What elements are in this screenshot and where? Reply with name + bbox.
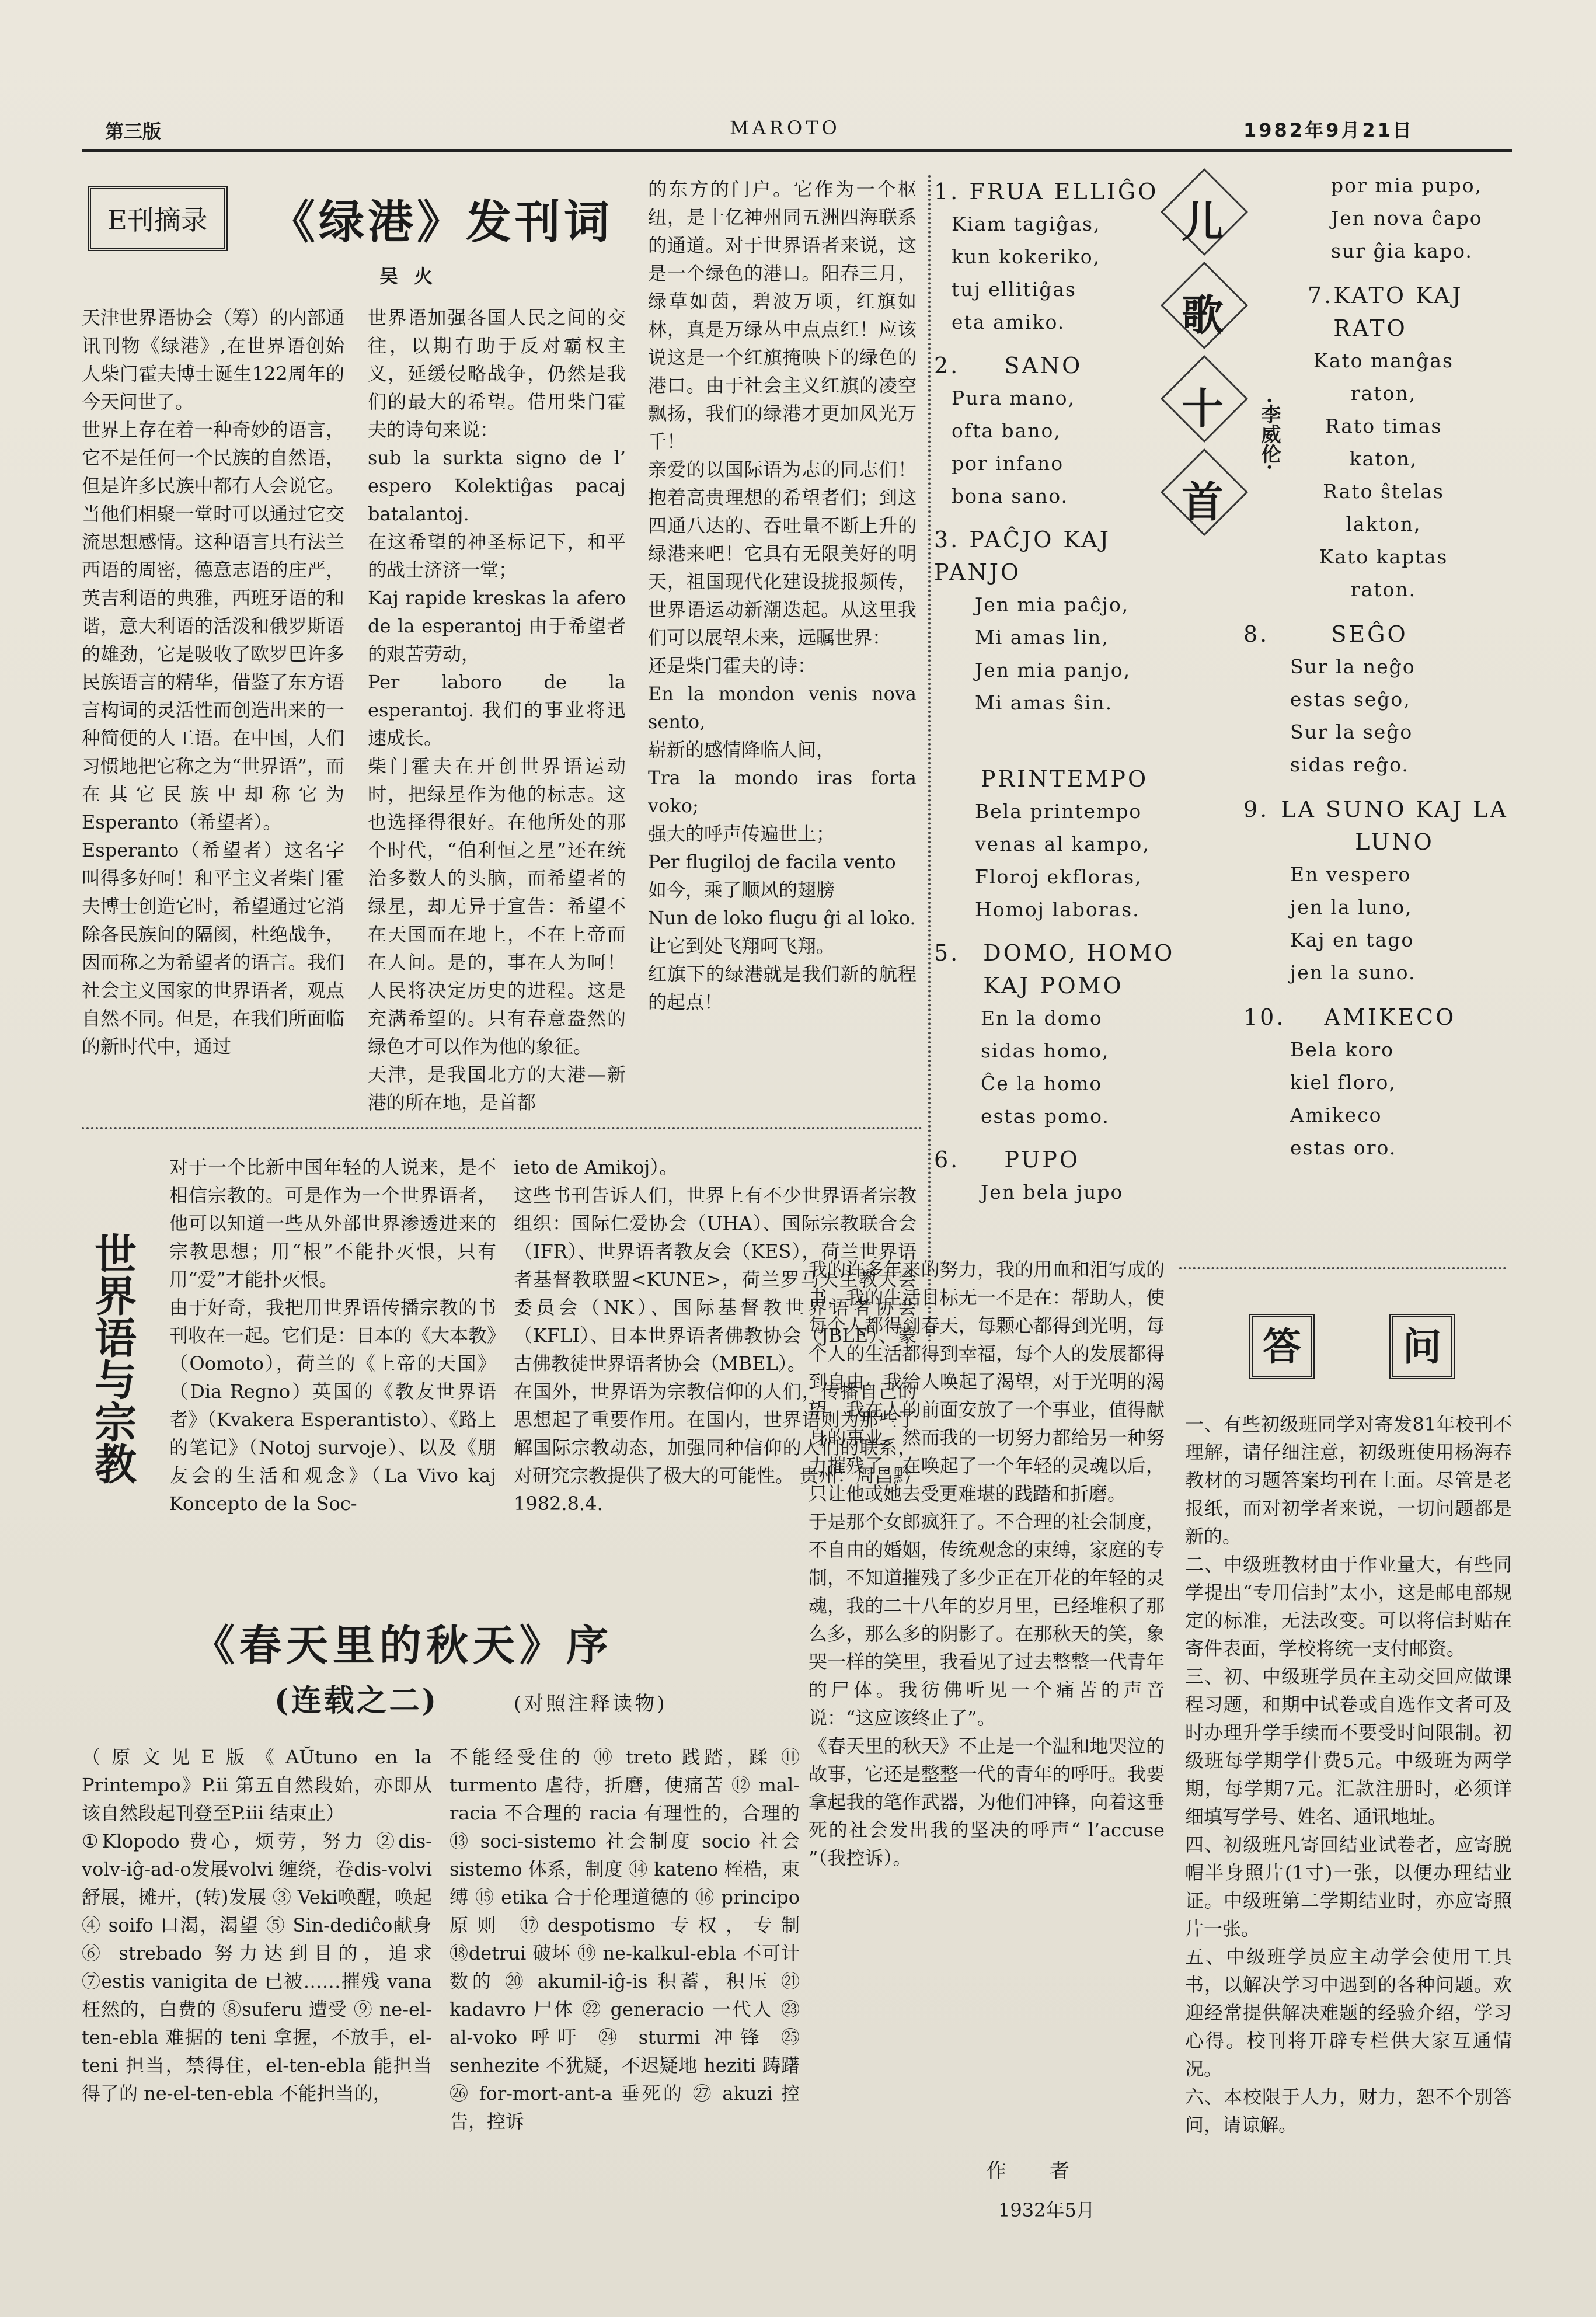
qa-title bbox=[1249, 1314, 1494, 1384]
poems-title-char-1-text: 儿 bbox=[1181, 197, 1224, 246]
article3-note: (对照注释读物) bbox=[514, 1692, 667, 1716]
poem-body: por mia pupo, Jen nova ĉapo sur ĝia kapo. bbox=[1331, 174, 1483, 262]
newspaper-name: MAROTO bbox=[730, 117, 841, 139]
vertical-rule-left bbox=[928, 175, 931, 1343]
poem-1 bbox=[934, 175, 1179, 339]
qa-title-char-1: 答 bbox=[1249, 1314, 1315, 1379]
digest-label-box bbox=[88, 186, 228, 251]
article3-sign-label: 作 者 bbox=[987, 2159, 1081, 2183]
article1-author: 吴 火 bbox=[379, 265, 438, 287]
poem-title: 1. FRUA ELLIĜO bbox=[934, 179, 1159, 204]
page-number: 第三版 bbox=[105, 120, 162, 142]
article1-col1: 天津世界语协会（筹）的内部通讯刊物《绿港》,在世界语创始人柴门霍夫博士诞生122周年的今天问世了。 世界上存在着一种奇妙的语言，它不是任何一个民族的自然语，但是许多民族中都有人会说它。当他们相聚一堂时可以通过它交流思想感情。这种语言具有法兰西语的周密，德意志语的庄严，英吉利语的典雅，西班牙语的和谐，意大利语的活泼和俄罗斯语的雄劲，它是吸收了欧罗巴许多民族语言的精华，借鉴了东方语言构词的灵活性而创造出来的一种简便的人工语。在中国，人们习惯地把它称之为“世界语”，而在其它民族中却称它为Esperanto（希望者）。 Esperanto（希望者）这名字叫得多好呵！和平主义者柴门霍夫博士创造它时，希望通过它消除各民族间的隔阂，杜绝战争，因而称之为希望者的语言。我们社会主义国家的世界语者，观点自然不同。但是，在我们所面临的新时代中，通过 bbox=[82, 307, 344, 1057]
poem-body: Sur la neĝo estas seĝo, Sur la seĝo sidas reĝo. bbox=[1290, 655, 1416, 776]
article3-col1: （原文见E版《AŬtuno en la Printempo》P.ii 第五自然段始，亦即从该自然段起刊登至P.iii 结束止） ①Klopodo 费心，烦劳，努力 ②dis-volv-iĝ-ad-o发展volvi 缠绕，卷dis-volvi 舒展，摊开，(转)发展 ③ Veki唤醒，唤起 ④ soifo 口渴，渴望 ⑤ Sin-dediĉo献身 ⑥ strebado 努力达到目的，追求 ⑦estis vanigita de 已被……摧残 vana枉然的，白费的 ⑧suferu 遭受 ⑨ ne-el-ten-ebla 难据的 teni 拿握，不放手，el-teni 担当，禁得住，el-ten-ebla 能担当得了的 ne-el-ten-ebla 不能担当的， bbox=[82, 1746, 432, 2104]
article2-title-text: 世界语与宗教 bbox=[88, 1232, 137, 1484]
poems-title-char-4-text: 首 bbox=[1181, 477, 1224, 527]
poems-title bbox=[1162, 175, 1243, 537]
qa-text: 一、有些初级班同学对寄发81年校刊不理解，请仔细注意，初级班使用杨海春教材的习题答案均刊在上面。尽管是老报纸，而对初学者来说，一切问题都是新的。 二、中级班教材由于作业量大，有些同学提出“专用信封”太小，这是邮电部规定的标准，无法改变。可以将信封贴在寄件表面，学校将统一支付邮资。 三、初、中级班学员在主动交回应做课程习题，和期中试卷或自选作文者可及时办理升学手续而不要受时间限制。初级班每学期学什费5元。中级班为两学期，每学期7元。汇款注册时，必须详细填写学号、姓名、通讯地址。 四、初级班凡寄回结业试卷者，应寄脱帽半身照片(1寸)一张，以便办理结业证。中级班第二学期结业时，亦应寄照片一张。 五、中级班学员应主动学会使用工具书，以解决学习中遇到的各种问题。欢迎经常提供解决难题的经验介绍，学习心得。校刊将开辟专栏供大家互通情况。 六、本校限于人力，财力，恕不个别答问，请谅解。 bbox=[1185, 1413, 1512, 2136]
poem-title: 9. LA SUNO KAJ LA LUNO bbox=[1243, 796, 1508, 855]
poems-title-char-2-text: 歌 bbox=[1181, 290, 1224, 340]
qa-title-char-2: 问 bbox=[1389, 1314, 1455, 1379]
poem-6 bbox=[934, 1143, 1179, 1209]
poem-title: 2. SANO bbox=[934, 353, 1083, 378]
poem-6-cont bbox=[1243, 169, 1524, 267]
separator-qa bbox=[1179, 1267, 1506, 1269]
poem-title: 8. SEĜO bbox=[1243, 621, 1408, 647]
poem-9 bbox=[1243, 793, 1524, 989]
poem-body: Kiam tagiĝas, kun kokeriko, tuj ellitiĝas eta amiko. bbox=[952, 213, 1101, 333]
poem-5 bbox=[934, 937, 1179, 1133]
poem-8 bbox=[1243, 618, 1524, 781]
poem-body: Jen bela jupo bbox=[981, 1181, 1124, 1203]
poem-title: 5. DOMO, HOMO KAJ POMO bbox=[934, 940, 1175, 999]
article1-title: 《绿港》发刊词 bbox=[270, 196, 614, 249]
poem-3 bbox=[934, 523, 1179, 719]
poem-title: 7. KATO KAJ RATO bbox=[1308, 283, 1463, 341]
poem-title: 6. PUPO bbox=[934, 1147, 1081, 1173]
poem-title: PRINTEMPO bbox=[981, 766, 1149, 792]
digest-label: E刊摘录 bbox=[107, 204, 208, 236]
poem-title: 3. PAĈJO KAJ PANJO bbox=[934, 527, 1111, 585]
poem-body: En la domo sidas homo, Ĉe la homo estas pomo. bbox=[981, 1007, 1110, 1128]
poem-10 bbox=[1243, 1001, 1524, 1164]
article1-col2: 世界语加强各国人民之间的交往，以期有助于反对霸权主义，延缓侵略战争，仍然是我们的最大的希望。借用柴门霍夫的诗句来说： sub la surkta signo de l’ espero Kolektiĝas pacaj batalantoj. 在这希望的神圣标记下，和平的战士济济一堂； Kaj rapide kreskas la afero de la esperantoj 由于希望者的艰苦劳动， Per laboro de la esperantoj. 我们的事业将迅速成长。 柴门霍夫在开创世界语运动时，把绿星作为他的标志。这也选择得很好。在他所处的那个时代，“伯利恒之星”还在统治多数人的头脑，而希望者的绿星，却无异于宣告：希望不在天国而在地上，不在上帝而在人间。是的，事在人为呵！人民将决定历史的进程。这是充满希望的。只有春意盎然的绿色才可以作为他的象征。 天津，是我国北方的大港—新港的所在地，是首都 bbox=[368, 307, 626, 1114]
article3-title: 《春天里的秋天》序 bbox=[193, 1620, 614, 1670]
header-rule bbox=[82, 149, 1512, 152]
separator-1 bbox=[82, 1127, 922, 1129]
poem-body: Bela printempo venas al kampo, Floroj ekfloras, Homoj laboras. bbox=[975, 800, 1150, 921]
poem-4 bbox=[934, 730, 1179, 926]
poem-body: Bela koro kiel floro, Amikeco estas oro. bbox=[1290, 1038, 1397, 1159]
article3-col2: 不能经受住的 ⑩ treto 践踏，蹂 ⑪ turmento 虐待，折磨，使痛苦 ⑫ mal-racia 不合理的 racia 有理性的，合理的 ⑬ soci-sistemo 社会制度 socio 社会 sistemo 体系，制度 ⑭ kateno 桎梏，束缚 ⑮ etika 合于伦理道德的 ⑯ principo 原则 ⑰despotismo 专权，专制 ⑱detrui 破坏 ⑲ ne-kalkul-ebla 不可计数的 ⑳ akumil-iĝ-is 积蓄，积压 ㉑ kadavro 尸体 ㉒ generacio 一代人 ㉓ al-voko 呼吁 ㉔ sturmi 冲锋 ㉕ senhezite 不犹疑，不迟疑地 heziti 踌躇 ㉖ for-mort-ant-a 垂死的 ㉗ akuzi 控告，控诉 bbox=[449, 1746, 800, 2132]
poem-col-1 bbox=[934, 175, 1179, 1261]
article2-col1: 对于一个比新中国年轻的人说来，是不相信宗教的。可是作为一个世界语者，他可以知道一些从外部世界渗透进来的宗教思想；用“根”不能扑灭恨，只有用“爱”才能扑灭恨。 由于好奇，我把用世界语传播宗教的书刊收在一起。它们是：日本的《大本教》（Oomoto），荷兰的《上帝的天国》（Dia Regno）英国的《教友世界语者》（Kvakera Esperantisto）、《路上的笔记》（Notoj survoje）、以及《朋友会的生活和观念》（La Vivo kaj Koncepto de la Soc- bbox=[169, 1156, 496, 1515]
issue-date: 1982年9月21日 bbox=[1243, 119, 1414, 141]
poem-body: En vespero jen la luno, Kaj en tago jen la suno. bbox=[1290, 863, 1416, 984]
poem-7 bbox=[1243, 279, 1524, 606]
poem-body: Jen mia paĉjo, Mi amas lin, Jen mia panjo, Mi amas ŝin. bbox=[975, 593, 1131, 714]
article3-subtitle: (连载之二) bbox=[274, 1683, 439, 1718]
article2-col2: ieto de Amikoj）。 这些书刊告诉人们，世界上有不少世界语者宗教组织：国际仁爱协会（UHA）、国际宗教联合会（IFR）、世界语者教友会（KES），荷兰世界语者基督教联盟<KUNE>，荷兰罗马天主教大会委员会（NK）、国际基督教世界语者协会（KFLI）、日本世界语者佛教协会（JBLE）、蒙古佛教徒世界语者协会（MBEL）。 在国外，世界语为宗教信仰的人们，传播自己的思想起了重要作用。在国内，世界语则为那些了解国际宗教动态，加强同种信仰的人们的联系，对研究宗教提供了极大的可能性。 贵州：周昌黔 1982.8.4. bbox=[514, 1156, 917, 1515]
poem-title: 10. AMIKECO bbox=[1243, 1004, 1456, 1030]
article3-col3: 我的许多年来的努力，我的用血和泪写成的书，我的生活目标无一不是在：帮助人，使每个人都得到春天，每颗心都得到光明，每个人的生活都得到幸福，每个人的发展都得到自由。我给人唤起了渴望，对于光明的渴望，我在人的前面安放了一个事业，值得献身的事业。然而我的一切努力都给另一种努力摧残了。在唤起了一个年轻的灵魂以后，只让他或她去受更难堪的践踏和折磨。 于是那个女郎疯狂了。不合理的社会制度，不自由的婚姻，传统观念的束缚，家庭的专制，不知道摧残了多少正在开花的年轻的灵魂，我的二十八年的岁月里，已经堆积了那么多，那么多的阴影了。在那秋天的笑，象哭一样的笑里，我看见了过去整整一代青年的尸体。我彷佛听见一个痛苦的声音说：“这应该终止了”。 《春天里的秋天》不止是一个温和地哭泣的故事，它还是整整一代的青年的呼吁。我要拿起我的笔作武器，为他们冲锋，向着这垂死的社会发出我的坚决的呼声“ l’accuse ”（我控诉）。 bbox=[809, 1258, 1165, 1869]
article3-sign-date: 1932年5月 bbox=[998, 2199, 1095, 2221]
poem-body: Kato manĝas raton, Rato timas katon, Rato ŝtelas lakton, Kato kaptas raton. bbox=[1313, 349, 1454, 601]
poems-title-char-3-text: 十 bbox=[1181, 384, 1224, 433]
poems-author-text: ·李威伦· bbox=[1257, 397, 1281, 471]
poem-2 bbox=[934, 349, 1179, 513]
poem-col-2 bbox=[1243, 169, 1524, 1238]
article2-title bbox=[88, 1232, 137, 1494]
article1-col3: 的东方的门户。它作为一个枢纽，是十亿神州同五洲四海联系的通道。对于世界语者来说，这是一个绿色的港口。阳春三月，绿草如茵，碧波万顷，红旗如林，真是万绿丛中点点红！应该说这是一个红旗掩映下的绿色的港口。由于社会主义红旗的凌空飘扬，我们的绿港才更加风光万千！ 亲爱的以国际语为志的同志们！ 抱着高贵理想的希望者们；到这四通八达的、吞吐量不断上升的绿港来吧！它具有无限美好的明天，祖国现代化建设拢报频传，世界语运动新潮迭起。从这里我们可以展望未来，远瞩世界： 还是柴门霍夫的诗： En la mondon venis nova sento, 崭新的感情降临人间， Tra la mondo iras forta voko; 强大的呼声传遍世上； Per flugiloj de facila vento 如今，乘了顺风的翅膀 Nun de loko flugu ĝi al loko. 让它到处飞翔呵飞翔。 红旗下的绿港就是我们新的航程的起点！ bbox=[648, 178, 917, 1013]
poem-body: Pura mano, ofta bano, por infano bona sano. bbox=[952, 387, 1075, 507]
